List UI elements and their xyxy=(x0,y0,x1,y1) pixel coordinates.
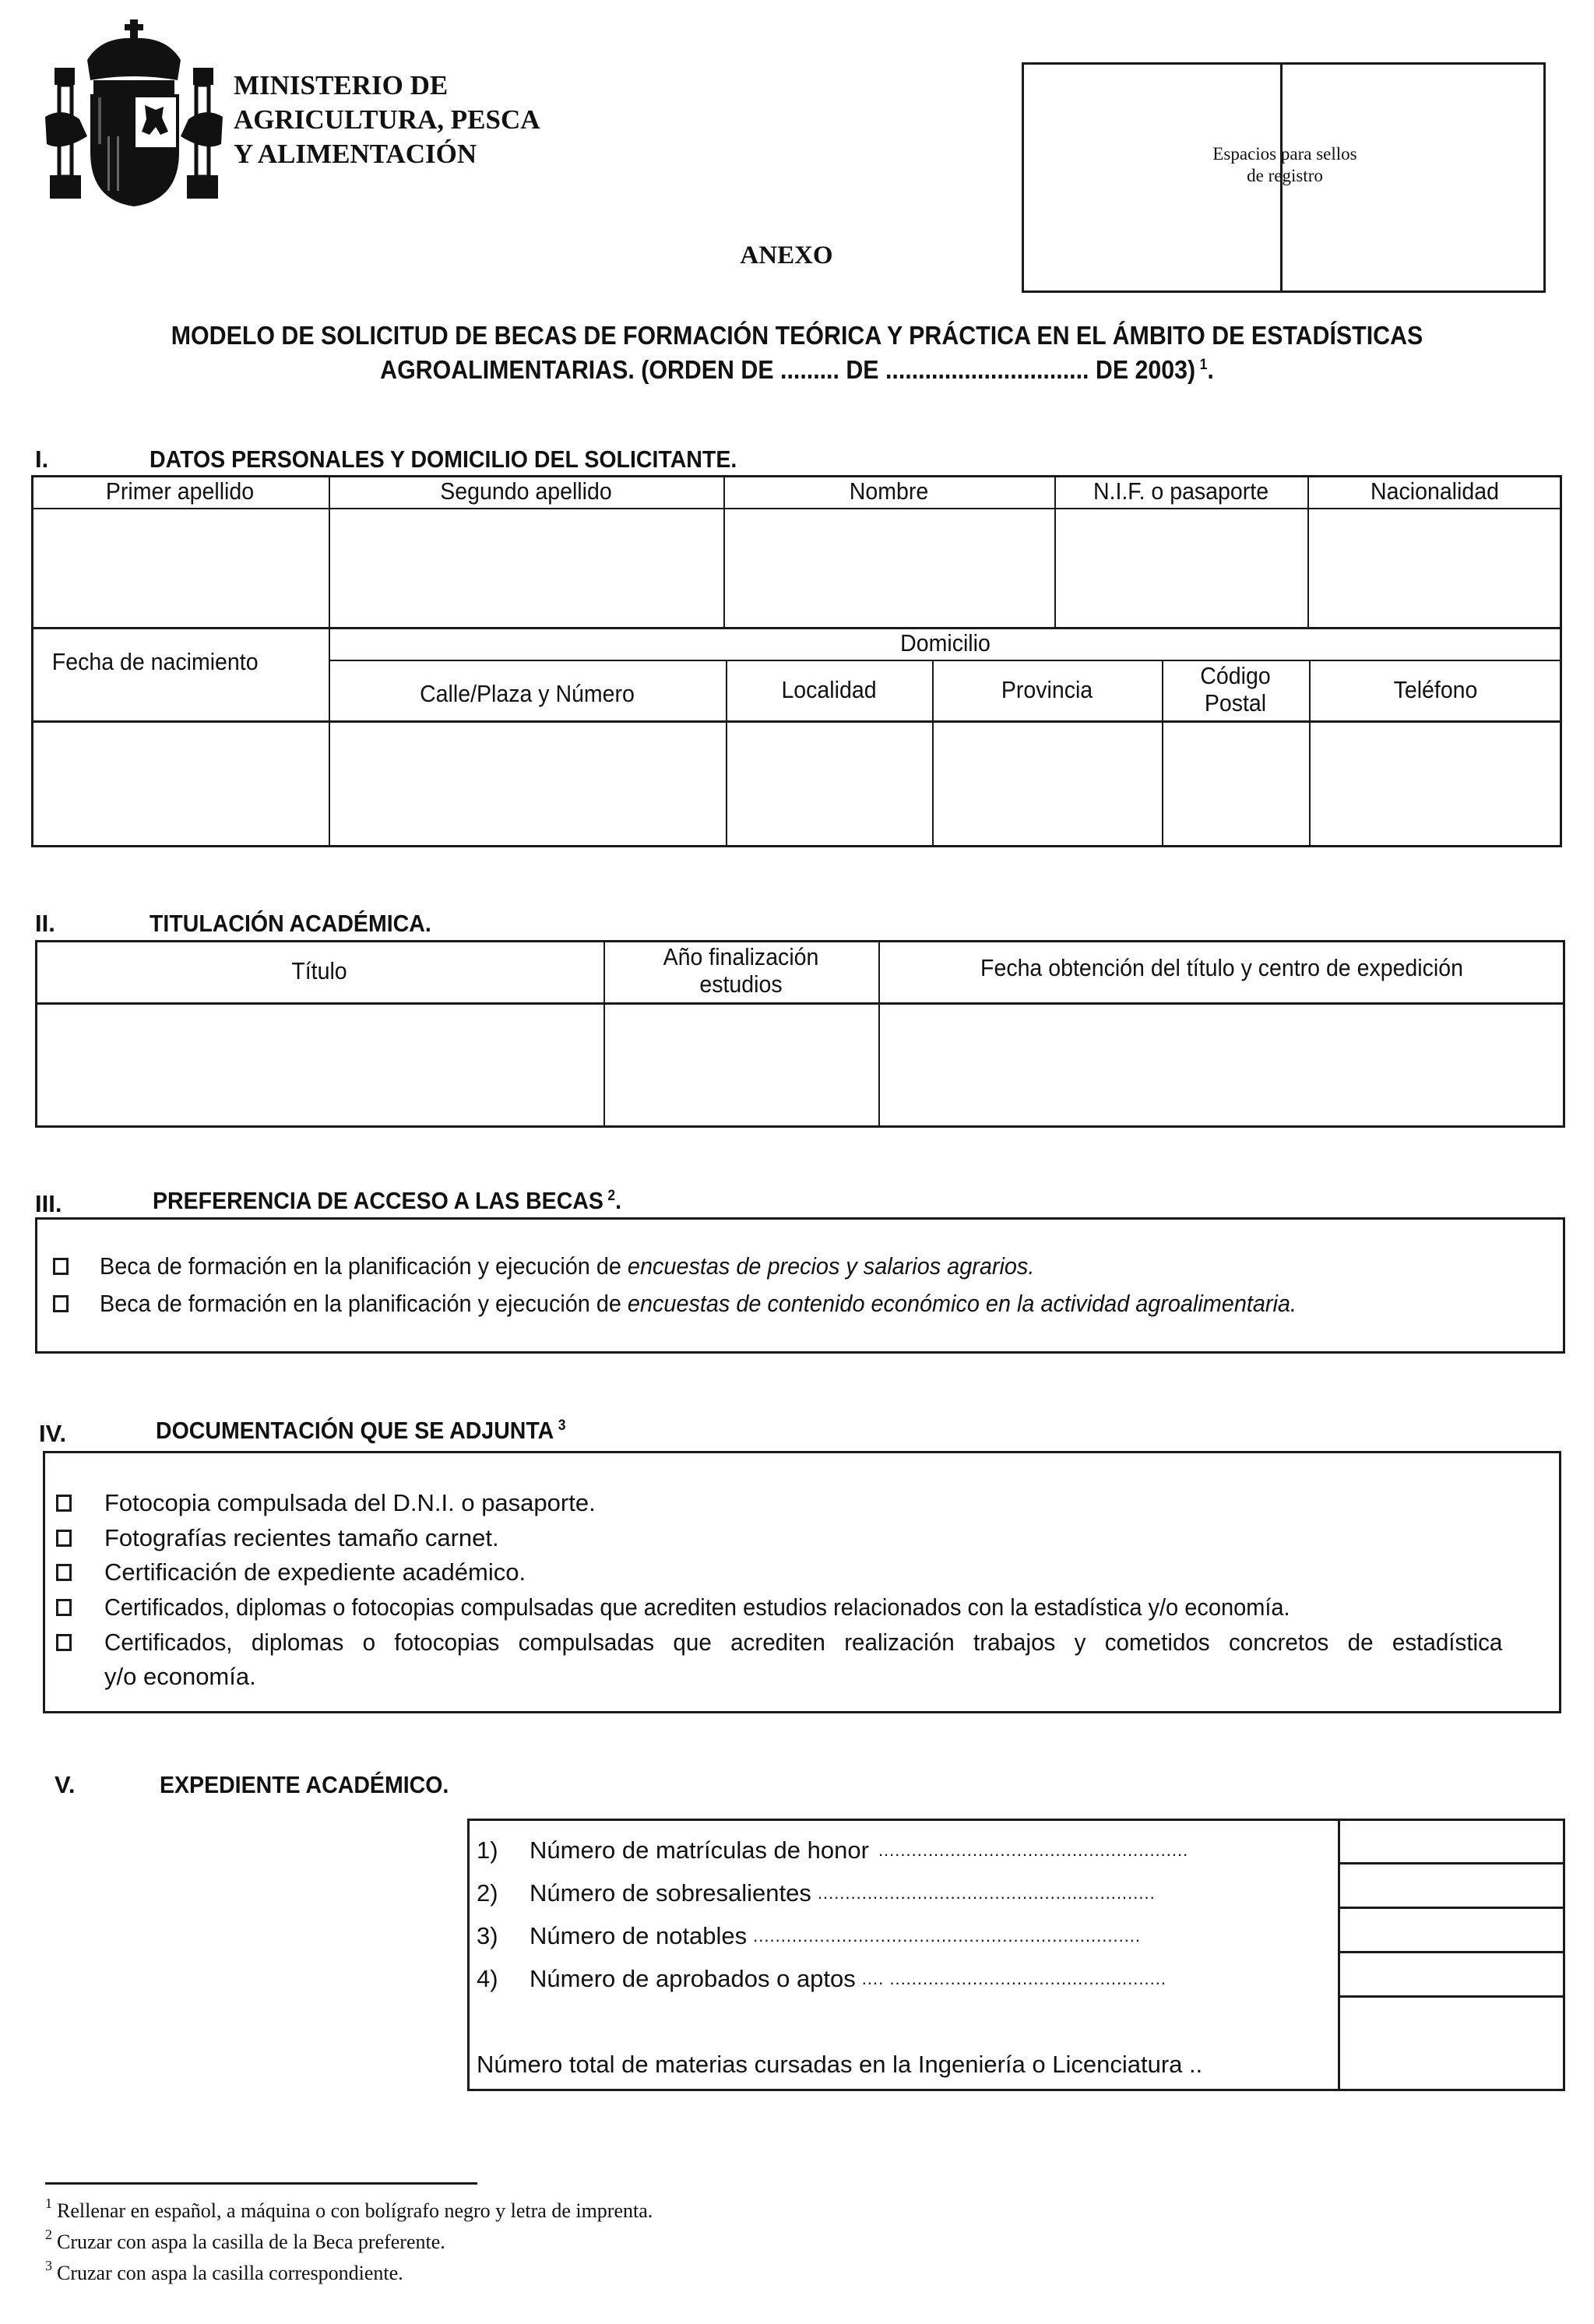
input-total-materias[interactable] xyxy=(1341,1998,1563,2089)
table1-divider xyxy=(726,660,727,847)
header-provincia: Provincia xyxy=(1001,675,1093,703)
stamp-label-line-1: Espacios para sellos xyxy=(1212,144,1357,164)
footnote-2-text: Cruzar con aspa la casilla de la Beca preferente. xyxy=(57,2231,445,2253)
header-anio-finalizacion xyxy=(614,940,867,1002)
footnote-3-num: 3 xyxy=(45,2258,52,2273)
header-codigo-postal xyxy=(1168,660,1304,720)
footnote-ref-2[interactable]: 2 xyxy=(607,1187,616,1204)
codigo-postal-line-2: Postal xyxy=(1204,689,1267,717)
table1-divider xyxy=(329,475,330,847)
ministry-line-2: AGRICULTURA, PESCA xyxy=(234,104,540,135)
footnote-3-text: Cruzar con aspa la casilla correspondiente. xyxy=(57,2262,403,2284)
header-nombre: Nombre xyxy=(849,477,929,505)
header-nacionalidad: Nacionalidad xyxy=(1371,477,1499,505)
table1-divider xyxy=(1309,660,1311,847)
document-item-4[interactable] xyxy=(56,1593,1372,1622)
footnote-1-text: Rellenar en español, a máquina o con bolígrafo negro y letra de imprenta. xyxy=(57,2199,653,2222)
table1-divider xyxy=(932,660,934,847)
input-notables[interactable] xyxy=(1341,1909,1563,1949)
preference-checkbox-1[interactable] xyxy=(53,1258,69,1275)
form-title xyxy=(0,321,1594,385)
document-checkbox-1[interactable] xyxy=(56,1495,72,1512)
table2-divider xyxy=(878,940,880,1128)
section-5-number: V. xyxy=(55,1771,76,1798)
header-fecha-obtencion: Fecha obtención del título y centro de expedición xyxy=(980,953,1463,981)
table1-header-rule xyxy=(31,508,1562,509)
preference-checkbox-2[interactable] xyxy=(53,1295,69,1312)
footnote-2-num: 2 xyxy=(45,2227,52,2242)
record-row-4-num: 4) xyxy=(477,1965,498,1992)
input-nombre[interactable] xyxy=(726,510,1053,625)
form-title-line-1: MODELO DE SOLICITUD DE BECAS DE FORMACIÓN TEÓRICA Y PRÁCTICA EN EL ÁMBITO DE ESTADÍSTICAS xyxy=(171,321,1423,350)
scholarship-preference-box xyxy=(35,1217,1565,1354)
preference-label-1-prefix: Beca de formación en la planificación y ejecución de xyxy=(100,1252,628,1280)
record-row-4 xyxy=(477,1965,1166,1993)
record-row-1 xyxy=(477,1836,1188,1864)
annex-heading: ANEXO xyxy=(740,241,833,269)
document-item-3[interactable] xyxy=(56,1558,526,1586)
input-telefono[interactable] xyxy=(1311,723,1561,845)
preference-option-1[interactable] xyxy=(53,1252,1105,1280)
input-anio-finalizacion[interactable] xyxy=(606,1005,877,1125)
document-label-1: Fotocopia compulsada del D.N.I. o pasaporte. xyxy=(104,1489,596,1516)
preference-label-2-prefix: Beca de formación en la planificación y ejecución de xyxy=(100,1290,628,1317)
record-row-1-label: Número de matrículas de honor xyxy=(530,1836,869,1864)
footnote-1 xyxy=(45,2195,653,2223)
input-primer-apellido[interactable] xyxy=(33,510,327,625)
stamp-label-line-2: de registro xyxy=(1247,166,1323,185)
document-item-2[interactable] xyxy=(56,1524,499,1552)
document-checkbox-4[interactable] xyxy=(56,1599,72,1616)
footnote-2 xyxy=(45,2227,445,2254)
preference-label-2-emphasis: encuestas de contenido económico en la actividad agroalimentaria. xyxy=(627,1290,1297,1317)
input-aprobados[interactable] xyxy=(1341,1953,1563,1994)
input-fecha-obtencion[interactable] xyxy=(881,1005,1563,1125)
input-localidad[interactable] xyxy=(728,723,931,845)
anio-line-2: estudios xyxy=(699,970,783,998)
section-5-title: EXPEDIENTE ACADÉMICO. xyxy=(160,1771,449,1798)
section-4-title-text: DOCUMENTACIÓN QUE SE ADJUNTA xyxy=(156,1417,554,1444)
section-2-title: TITULACIÓN ACADÉMICA. xyxy=(150,910,431,937)
record-row-1-leader: ........................................................ xyxy=(878,1840,1189,1860)
footnote-separator xyxy=(45,2182,477,2185)
section-1-number: I. xyxy=(35,445,49,473)
preference-label-1 xyxy=(100,1252,1034,1280)
form-title-line-2 xyxy=(64,350,1530,385)
header-primer-apellido: Primer apellido xyxy=(105,477,255,505)
header-localidad: Localidad xyxy=(781,675,877,703)
header-titulo: Título xyxy=(291,956,347,984)
record-row-3 xyxy=(477,1922,1141,1950)
input-titulo[interactable] xyxy=(37,1005,602,1125)
section-3-number: III. xyxy=(35,1190,62,1217)
ministry-name xyxy=(234,69,540,171)
document-checkbox-5[interactable] xyxy=(56,1634,72,1651)
input-nif[interactable] xyxy=(1057,510,1306,625)
table2-divider xyxy=(603,940,605,1128)
ministry-line-1: MINISTERIO DE xyxy=(234,70,449,100)
header-calle: Calle/Plaza y Número xyxy=(420,680,635,708)
document-item-5[interactable] xyxy=(56,1629,1568,1657)
record-row-3-num: 3) xyxy=(477,1922,498,1949)
stamp-box-label xyxy=(1129,143,1441,187)
codigo-postal-line-1: Código xyxy=(1200,662,1271,690)
record-total-label: Número total de materias cursadas en la Ingeniería o Licenciatura .. xyxy=(477,2051,1203,2078)
header-fecha-nacimiento: Fecha de nacimiento xyxy=(51,647,259,675)
input-nacionalidad[interactable] xyxy=(1310,510,1561,625)
section-3-title-text: PREFERENCIA DE ACCESO A LAS BECAS xyxy=(153,1187,603,1214)
document-label-3: Certificación de expediente académico. xyxy=(104,1558,526,1586)
anio-line-1: Año finalización xyxy=(663,943,819,971)
section-1-title: DATOS PERSONALES Y DOMICILIO DEL SOLICITANTE. xyxy=(150,445,737,473)
footnote-ref-3[interactable]: 3 xyxy=(558,1417,566,1434)
section-4-title xyxy=(156,1417,566,1445)
section-2-number: II. xyxy=(35,910,55,937)
record-row-4-label: Número de aprobados o aptos xyxy=(530,1965,856,1992)
section-3-title-end: . xyxy=(615,1187,622,1214)
record-row-2-label: Número de sobresalientes xyxy=(530,1879,811,1907)
record-row-2-leader: ............................................................. xyxy=(817,1883,1156,1903)
coat-of-arms-icon xyxy=(39,19,230,210)
input-fecha-nacimiento[interactable] xyxy=(33,723,327,845)
section-4-number: IV. xyxy=(39,1420,67,1447)
document-item-1[interactable] xyxy=(56,1489,596,1517)
input-provincia[interactable] xyxy=(934,723,1160,845)
table1-divider xyxy=(1162,660,1163,847)
document-label-5: Certificados, diplomas o fotocopias compulsadas que acrediten realización trabajos y cometidos concretos de estadística xyxy=(104,1629,1503,1656)
document-label-4: Certificados, diplomas o fotocopias compulsadas que acrediten estudios relacionados con la estadística y/o economía. xyxy=(104,1593,1290,1621)
table1-divider xyxy=(1307,475,1309,627)
document-checkbox-3[interactable] xyxy=(56,1564,72,1581)
header-nif: N.I.F. o pasaporte xyxy=(1093,477,1269,505)
record-row-3-label: Número de notables xyxy=(530,1922,748,1949)
input-matriculas-honor[interactable] xyxy=(1341,1821,1563,1861)
table1-divider xyxy=(723,475,725,627)
document-checkbox-2[interactable] xyxy=(56,1530,72,1547)
record-row-2-num: 2) xyxy=(477,1879,498,1907)
input-calle[interactable] xyxy=(331,723,724,845)
table1-divider xyxy=(1054,475,1056,627)
footnote-1-num: 1 xyxy=(45,2195,52,2211)
input-segundo-apellido[interactable] xyxy=(331,510,722,625)
form-title-line-2-text: AGROALIMENTARIAS. (ORDEN DE ......... DE ............................... DE 2003) xyxy=(380,355,1196,384)
input-sobresalientes[interactable] xyxy=(1341,1864,1563,1905)
document-label-2: Fotografías recientes tamaño carnet. xyxy=(104,1524,499,1551)
header-domicilio: Domicilio xyxy=(900,629,991,657)
footnote-3 xyxy=(45,2258,403,2285)
record-row-4-leader: .... .................................................. xyxy=(861,1969,1166,1988)
form-title-end: . xyxy=(1207,355,1214,384)
footnote-ref-1[interactable]: 1 xyxy=(1199,357,1208,373)
record-row-3-leader: ...................................................................... xyxy=(753,1926,1142,1945)
record-row-2 xyxy=(477,1879,1156,1907)
input-codigo-postal[interactable] xyxy=(1164,723,1307,845)
preference-option-2[interactable] xyxy=(53,1290,1387,1318)
header-segundo-apellido: Segundo apellido xyxy=(440,477,612,505)
ministry-line-3: Y ALIMENTACIÓN xyxy=(234,139,477,169)
preference-label-2 xyxy=(100,1290,1297,1318)
record-values-divider xyxy=(1338,1819,1340,2091)
preference-label-1-emphasis: encuestas de precios y salarios agrarios. xyxy=(627,1252,1035,1280)
section-3-title xyxy=(153,1187,621,1215)
document-item-5-continuation: y/o economía. xyxy=(104,1663,256,1690)
header-telefono: Teléfono xyxy=(1393,675,1478,703)
record-row-1-num: 1) xyxy=(477,1836,498,1864)
